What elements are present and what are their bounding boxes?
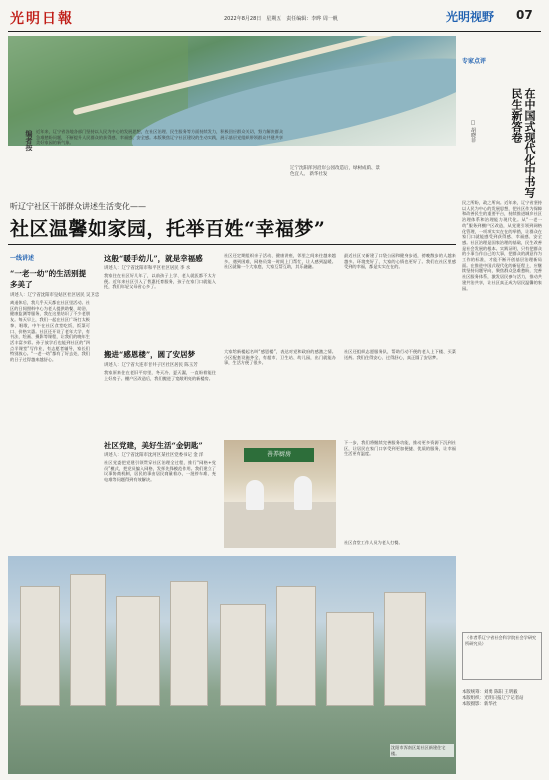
canteen-photo-caption: 社区食堂工作人员为老人打餐。	[344, 540, 403, 545]
editor-note-tag: 编者按	[25, 130, 34, 151]
story4-byline: 讲述人：辽宁省沈阳市沈河区某社区党委书记 金 洋	[104, 453, 204, 458]
story1-byline: 讲述人：辽宁省沈阳市皇姑区社区居民 吴卫忠	[10, 293, 100, 298]
top-photo-caption: 辽宁沈阳浑河沿岸公园改造后，绿树成荫、景色宜人。 新华社发	[290, 166, 380, 177]
story3-body-b: 大家给新楼起名叫“感恩楼”，表达对党和政府的感激之情。小区配套设施齐全，有超市、卫生站、幼儿园，出门就能办事，生活方便了很多。	[224, 349, 336, 366]
story1-title: “一老一幼”的生活别提多美了	[10, 269, 87, 289]
residential-buildings-photo	[8, 556, 456, 774]
commentary-body: 民之所盼，政之所向。近年来，辽宁省坚持以人民为中心的发展思想，把社区作为保障和改善民生的重要平台，持续推进城乡社区治理体系和治理能力现代化。从“一老一幼”服务到棚户区改造，从党建引领到网格化管理，一项项实实在在的举措，让群众在家门口就能感受到获得感、幸福感、安全感。社区治理是国家治理的基础，民生改善是社会发展的根本。实践证明，只有把群众的小事当作自己的大事，把群众的满意作为工作的标准，才能不断开创基层治理新局面。在推进中国式现代化的新征程上，应继续坚持问题导向，聚焦群众急难愁盼，完善社区服务体系，激发居民参与活力，推动共建共治共享，让社区真正成为居民温馨的家园。	[462, 200, 542, 291]
story3-byline: 讲述人：辽宁省大连市甘井子区社区居民 陈玉芳	[104, 363, 198, 368]
headline-divider	[8, 244, 456, 245]
main-headline: 社区温馨如家园，托举百姓“幸福梦”	[10, 218, 326, 240]
commentary-author: □ 胡晓菲	[470, 120, 476, 143]
story2-body-c: 最近社区又新建了口袋公园和健身步道，傍晚散步的人越来越多。环境变好了，大家的心情也更好了。我们在社区里感受到的幸福，都是实实在在的。	[344, 253, 456, 270]
story2-title: 这般“暖手幼儿”，就是幸福感	[104, 254, 203, 263]
section-title: 光明视野	[446, 10, 495, 24]
story3-title: 搬进“感恩楼”，圆了安居梦	[104, 350, 196, 359]
section-tag: 一线讲述	[10, 255, 35, 262]
commentary-title: 在中国式现代化中书写民生新答卷	[510, 88, 536, 198]
bottom-photo-caption: 沈阳市浑南区某社区新建住宅楼。	[390, 744, 454, 757]
story1-body: 离退休后，我几乎天天都在社区里活动。社区的日间照料中心为老人提供助餐、助浴、健康监测等服务，我在这里结识了不少老朋友。每天早上，我们一起在社区广场打太极拳、唱歌，中午在社区食堂吃饭，饭菜可口、价格实惠。社区还开设了老年大学，有书法、绘画、摄影等课程，让我们的晚年生活丰富多彩。孙子放学后也能到社区的“四点半课堂”写作业，有志愿者辅导，家长们特别放心。“一老一幼”都有了好去处，我们的日子过得越来越舒心。	[10, 300, 90, 363]
story4-title: 社区党建，美好生活“金钥匙”	[104, 441, 203, 450]
story4-body-a: 社区党委把党建引领贯穿社区治理全过程，推行“网格+党员”模式，把党员编入网格，发挥先锋模范作用。我们建立了议事协商机制，居民的事由居民商量着办，一批停车难、充电难等问题得到有效解决。	[104, 460, 216, 483]
story3-body-a: 我家原来住在老旧平房里，冬天冷、夏天漏，一直盼着能住上好房子。棚户区改造后，我们搬进了宽敞明亮的新楼房。	[104, 370, 216, 381]
page-credits: 本版统筹：刘勇 陈阳 王明毅 本版组织：光明日报辽宁记者站 本版摄影：新华社	[462, 690, 524, 707]
masthead	[8, 6, 541, 32]
dateline: 2022年8月28日 星期五 责任编辑：李晔 周一帆	[224, 16, 338, 22]
expert-comment-tag: 专家点评	[462, 58, 487, 65]
newspaper-logo: 光明日報	[10, 11, 74, 27]
story2-body-a: 我家住在社区好几年了，以前孩子上学、老人就医都不太方便。近年来社区引入了普惠托育服务，孩子在家门口就能入托，我们年轻父母省心多了。	[104, 273, 216, 290]
page-number: 07	[516, 8, 533, 22]
headline-kicker: 听辽宁社区干部群众讲述生活变化——	[10, 202, 146, 211]
story2-body-b: 社区还定期组织亲子活动、健康讲座，邻里之间来往越来越多。遇到困难，网格员第一时间上门帮忙，让人感到温暖。社区就像一个大家庭，大家互帮互助，其乐融融。	[224, 253, 336, 270]
canteen-sign: 善养厨房	[244, 448, 314, 462]
story2-byline: 讲述人：辽宁省沈阳市和平区社区居民 李 水	[104, 266, 191, 271]
editor-note: 近年来，辽宁省各地各部门坚持以人民为中心的发展思想，在社区治理、民生服务等方面持续发力，积极回应群众关切，努力解决群众急难愁盼问题，不断提升人民群众的获得感、幸福感、安全感。本版聚焦辽宁社区建设的生动实践，展示基层党组织带领群众共建共享美好家园的新气象。	[36, 129, 284, 146]
community-canteen-photo	[224, 440, 336, 548]
story4-body-c: 下一步，我们将继续完善服务功能，推动更多资源下沉到社区，让居民在家门口享受到更加便捷、优质的服务，让幸福生活更有温度。	[344, 440, 456, 457]
author-note-box: （作者系辽宁省社会科学院社会学研究所研究员）	[462, 632, 542, 680]
story3-body-c: 社区还组织志愿服务队，帮助行动不便的老人上下楼、买菜送药。我们住得安心、过得舒心，真正圆了安居梦。	[344, 349, 456, 360]
